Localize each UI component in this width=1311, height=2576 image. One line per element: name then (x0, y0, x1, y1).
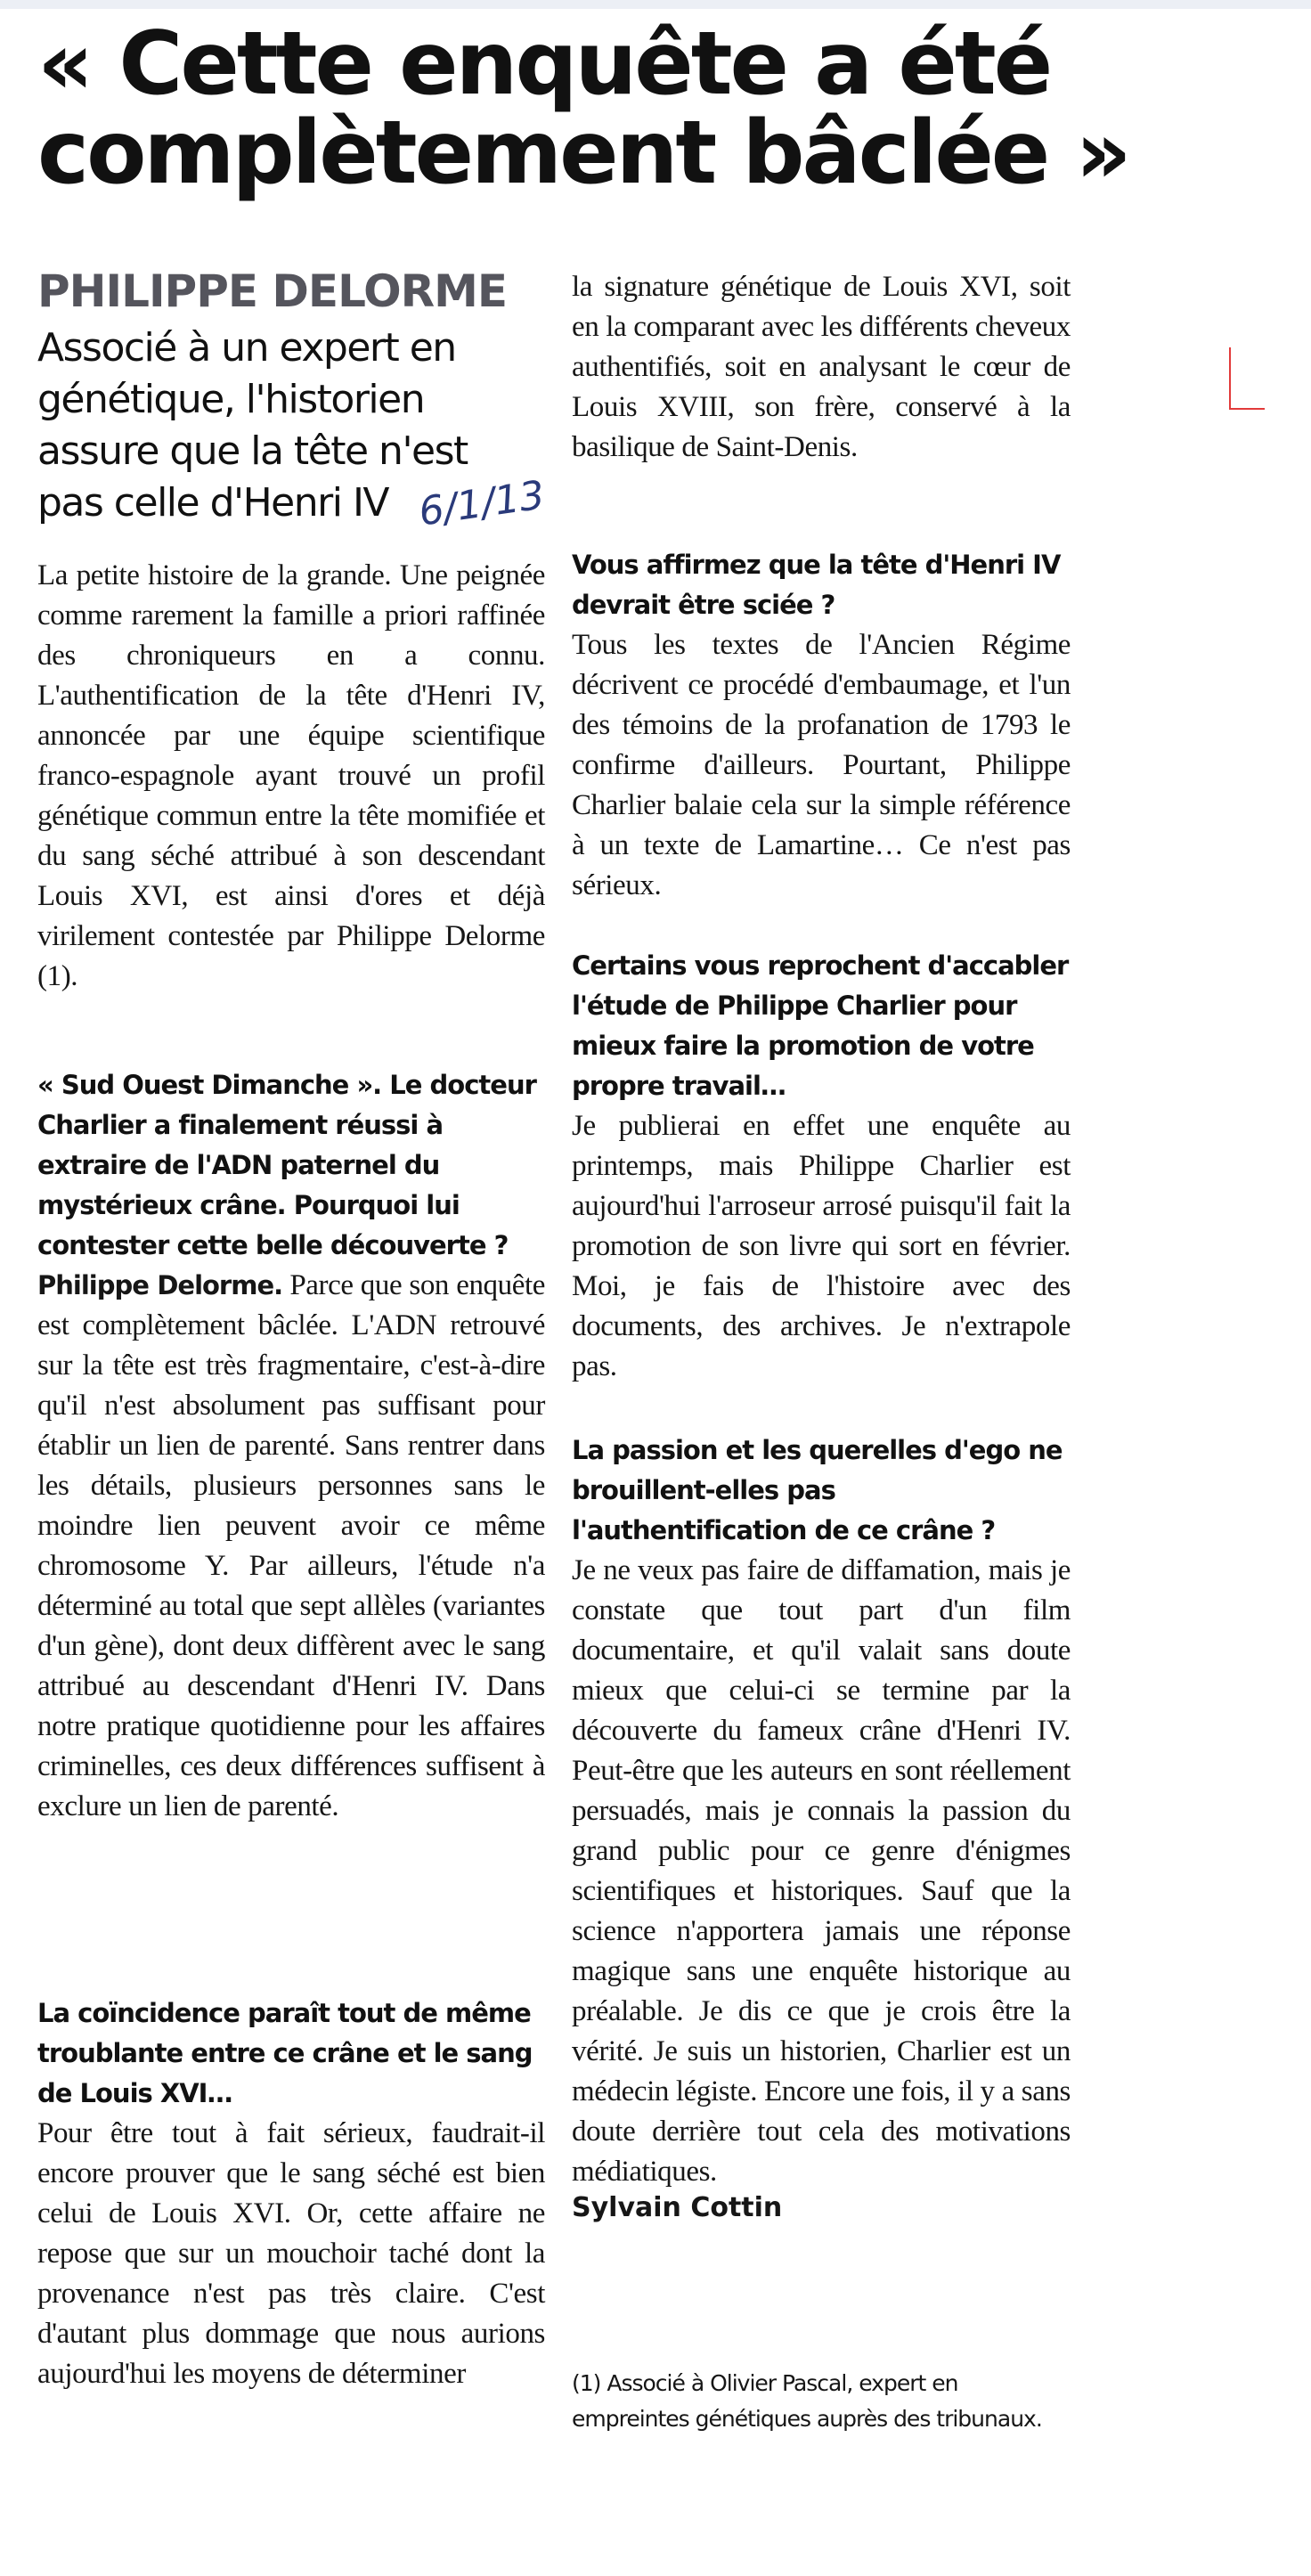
handwritten-date: 6/1/13 (416, 472, 548, 535)
qa-4-answer: Je publierai en effet une enquête au printemps, mais Philippe Charlier est aujourd'hui l'arroseur arrosé puisqu'il fait la promotion de son livre qui sort en février. Moi, je fais de l'histoire avec des documents, des archives. Je n'extrapole pas. (572, 1110, 1071, 1382)
qa-4 (572, 946, 1071, 1387)
qa-3-answer: Tous les textes de l'Ancien Régime décrivent ce procédé d'embaumage, et l'un des témoins de la profanation de 1793 le confirme d'ailleurs. Pourtant, Philippe Charlier balaie cela sur la simple référence à un texte de Lamartine… Ce n'est pas sérieux. (572, 629, 1071, 901)
scan-margin-mark (1229, 347, 1231, 410)
qa-1-answer (37, 1266, 545, 1827)
qa-3 (572, 545, 1071, 906)
headline: « Cette enquête a été complètement bâclée » (37, 13, 1129, 204)
qa-2-answer-right: la signature génétique de Louis XVI, soit en la comparant avec les différents cheveux authentifiés, soit en analysant le cœur de Louis XVIII, son frère, conservé à la basilique de Saint-Denis. (572, 271, 1071, 463)
qa-5-question: La passion et les querelles d'ego ne brouillent-elles pas l'authentification de ce crâne ? (572, 1435, 1063, 1545)
qa-5 (572, 1431, 1071, 2223)
qa-2-answer-left: Pour être tout à fait sérieux, faudrait-il encore prouver que le sang séché est bien celui de Louis XVI. Or, cette affaire ne repose que sur un mouchoir taché dont la provenance n'est pas très claire. C'est d'autant plus dommage que nous aurions aujourd'hui les moyens de déterminer (37, 2117, 545, 2390)
qa-1-answer-text: Parce que son enquête est complètement bâclée. L'ADN retrouvé sur la tête est très fragmentaire, c'est-à-dire qu'il n'est absolument pas suffisant pour établir un lien de parenté. Sans rentrer dans les détails, plusieurs personnes sans le moindre lien peuvent avoir ce même chromosome Y. Par ailleurs, l'étude n'a déterminé au total que sept allèles (variantes d'un gène), dont deux diffèrent avec le sang attribué au descendant d'Henri IV. Dans notre pratique quotidienne pour les affaires criminelles, ces deux différences suffisent à exclure un lien de parenté. (37, 1269, 546, 1822)
scan-top-band (0, 0, 1311, 9)
qa-3-question: Vous affirmez que la tête d'Henri IV devrait être sciée ? (572, 550, 1061, 620)
qa-2-question: La coïncidence paraît tout de même troublante entre ce crâne et le sang de Louis XVI… (37, 1998, 533, 2108)
qa-1-speaker: Philippe Delorme. (37, 1270, 283, 1300)
qa-1-question: « Sud Ouest Dimanche ». Le docteur Charlier a finalement réussi à extraire de l'ADN paternel du mystérieux crâne. Pourquoi lui contester cette belle découverte ? (37, 1070, 536, 1260)
qa-1 (37, 1065, 545, 1827)
intro-paragraph (37, 556, 545, 997)
author-signature: Sylvain Cottin (572, 2192, 783, 2223)
footnote: (1) Associé à Olivier Pascal, expert en empreintes génétiques auprès des tribunaux. (572, 2370, 1042, 2432)
qa-2-continued (572, 267, 1071, 468)
byline: PHILIPPE DELORME (37, 265, 508, 317)
intro-text: La petite histoire de la grande. Une peignée comme rarement la famille a priori raffinée des chroniqueurs en a connu. L'authentification de la tête d'Henri IV, annoncée par une équipe scientifique franco-espagnole ayant trouvé un profil génétique commun entre la tête momifiée et du sang séché attribué à son descendant Louis XVI, est ainsi d'ores et déjà virilement contestée par Philippe Delorme (1). (37, 559, 545, 992)
qa-2 (37, 1993, 545, 2394)
deck-subtitle: Associé à un expert en génétique, l'historien assure que la tête n'est pas celle d'Henri IV (37, 325, 468, 526)
qa-5-answer: Je ne veux pas faire de diffamation, mais je constate que tout part d'un film documentaire, et qu'il valait sans doute mieux que celui-ci se termine par la découverte du fameux crâne d'Henri IV. Peut-être que les auteurs en sont réellement persuadés, mais je connais la passion du grand public pour ce genre d'énigmes scientifiques et historiques. Sauf que la science n'apportera jamais une réponse magique sans une enquête historique au préalable. Je dis ce que je crois être la vérité. Je suis un historien, Charlier est un médecin légiste. Encore une fois, il y a sans doute derrière tout cela des motivations médiatiques. (572, 1554, 1071, 2188)
scan-margin-mark-foot (1229, 408, 1265, 410)
footnote-block (572, 2366, 1071, 2437)
qa-4-question: Certains vous reprochent d'accabler l'étude de Philippe Charlier pour mieux faire la promotion de votre propre travail… (572, 950, 1069, 1101)
